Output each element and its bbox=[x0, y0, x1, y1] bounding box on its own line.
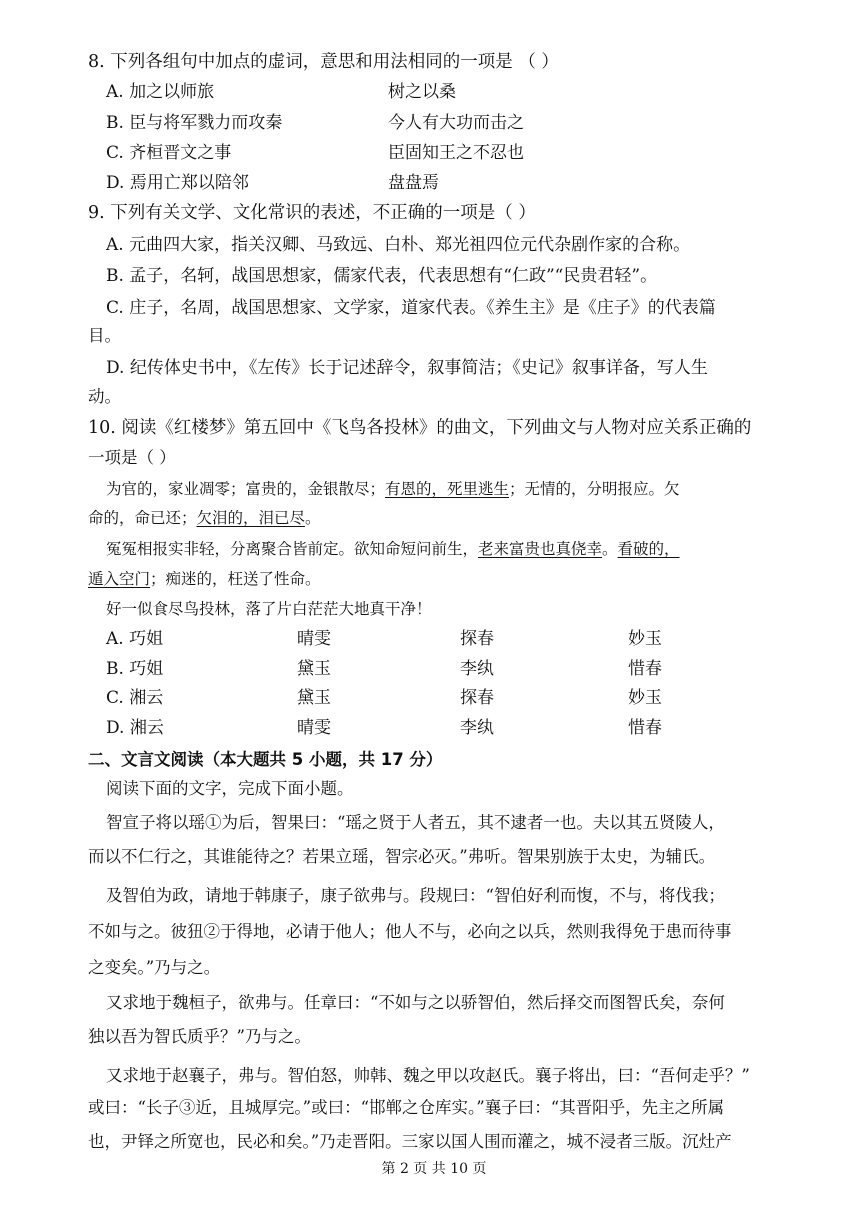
q10-choice-b-2: 黛玉 bbox=[297, 659, 331, 679]
q10-choice-c-1: C. 湘云 bbox=[106, 688, 164, 708]
poem-text: 命的，命已还； bbox=[88, 509, 197, 527]
q8-option-c-right: 臣固知王之不忍也 bbox=[388, 143, 524, 163]
q9-option-c: C. 庄子，名周，战国思想家、文学家，道家代表。《养生主》是《庄子》的代表篇 bbox=[106, 298, 716, 318]
poem-text: 。 bbox=[602, 540, 618, 558]
q10-choice-b-1: B. 巧姐 bbox=[106, 659, 164, 679]
page-footer: 第 2 页 共 10 页 bbox=[381, 1161, 487, 1177]
passage-line-7: 独以吾为智氏质乎？”乃与之。 bbox=[88, 1027, 311, 1046]
q10-choice-c-2: 黛玉 bbox=[297, 688, 331, 708]
section-2-title: 二、文言文阅读（本大题共 5 小题，共 17 分） bbox=[88, 750, 443, 769]
passage-line-1: 智宣子将以瑶①为后，智果曰：“瑶之贤于人者五，其不逮者一也。夫以其五贤陵人， bbox=[106, 813, 725, 832]
passage-line-2: 而以不仁行之，其谁能待之？若果立瑶，智宗必灭。”弗听。智果别族于太史，为辅氏。 bbox=[88, 847, 716, 866]
passage-line-10: 也，尹铎之所宽也，民必和矣。”乃走晋阳。三家以国人围而灌之，城不浸者三版。沉灶产 bbox=[88, 1132, 732, 1151]
q10-choice-b-3: 李纨 bbox=[460, 659, 494, 679]
q10-choice-d-2: 晴雯 bbox=[297, 718, 331, 738]
passage-line-6: 又求地于魏桓子，欲弗与。任章曰：“不如与之以骄智伯，然后择交而图智氏矣，奈何 bbox=[106, 993, 725, 1012]
poem-text: ；无情的，分明报应。欠 bbox=[509, 480, 680, 498]
passage-line-5: 之变矣。”乃与之。 bbox=[88, 958, 221, 977]
q9-option-c-cont: 目。 bbox=[88, 326, 121, 345]
q8-option-b-right: 今人有大功而击之 bbox=[388, 113, 524, 133]
poem-underlined: 有恩的，死里逃生 bbox=[385, 480, 510, 498]
q10-choice-a-4: 妙玉 bbox=[628, 629, 662, 649]
q9-option-b: B. 孟子，名轲，战国思想家，儒家代表，代表思想有“仁政”“民贵君轻”。 bbox=[106, 266, 658, 286]
poem-text: ；痴迷的，枉送了性命。 bbox=[150, 570, 321, 588]
q9-option-a: A. 元曲四大家，指关汉卿、马致远、白朴、郑光祖四位元代杂剧作家的合称。 bbox=[106, 235, 691, 255]
q10-choice-a-1: A. 巧姐 bbox=[106, 629, 164, 649]
q8-option-a-left: A. 加之以师旅 bbox=[106, 82, 215, 102]
poem-underlined: 遁入空门 bbox=[88, 570, 151, 588]
q8-option-c-left: C. 齐桓晋文之事 bbox=[106, 143, 232, 163]
passage-line-3: 及智伯为政，请地于韩康子，康子欲弗与。段规曰：“智伯好利而愎，不与，将伐我； bbox=[106, 886, 725, 905]
passage-line-8: 又求地于赵襄子，弗与。智伯怒，帅韩、魏之甲以攻赵氏。襄子将出，曰：“吾何走乎？” bbox=[106, 1066, 750, 1085]
passage-line-4: 不如与之。彼狃②于得地，必请于他人；他人不与，必向之以兵，然则我得免于患而待事 bbox=[88, 922, 732, 941]
poem-text: 为官的，家业凋零；富贵的，金银散尽； bbox=[106, 480, 386, 498]
q10-choice-d-1: D. 湘云 bbox=[106, 718, 164, 738]
question-10-stem-cont: 一项是（ ） bbox=[88, 448, 176, 467]
q10-choice-d-3: 李纨 bbox=[460, 718, 494, 738]
passage-line-9: 或曰：“长子③近，且城厚完。”或曰：“邯郸之仓库实。”襄子曰：“其晋阳乎，先主之所属 bbox=[88, 1098, 725, 1117]
question-9-stem: 9. 下列有关文学、文化常识的表述，不正确的一项是（ ） bbox=[88, 203, 536, 223]
poem-line-2 bbox=[88, 506, 321, 530]
q10-choice-c-3: 探春 bbox=[460, 688, 494, 708]
q10-choice-d-4: 惜春 bbox=[628, 718, 662, 738]
q9-option-d-cont: 动。 bbox=[88, 387, 121, 406]
poem-line-4 bbox=[88, 567, 321, 591]
question-10-stem: 10. 阅读《红楼梦》第五回中《飞鸟各投林》的曲文，下列曲文与人物对应关系正确的 bbox=[88, 418, 752, 438]
poem-text: 。 bbox=[305, 509, 321, 527]
q8-option-d-left: D. 焉用亡郑以陪邻 bbox=[106, 173, 249, 193]
q10-choice-c-4: 妙玉 bbox=[628, 688, 662, 708]
poem-line-3 bbox=[106, 537, 680, 561]
poem-underlined: 看破的， bbox=[617, 540, 680, 558]
poem-line-5: 好一似食尽鸟投林，落了片白茫茫大地真干净！ bbox=[106, 600, 432, 618]
q10-choice-b-4: 惜春 bbox=[628, 659, 662, 679]
poem-text: 冤冤相报实非轻，分离聚合皆前定。欲知命短问前生， bbox=[106, 540, 479, 558]
q8-option-d-right: 盘盘焉 bbox=[388, 173, 439, 193]
question-8-stem: 8. 下列各组句中加点的虚词，意思和用法相同的一项是 （ ） bbox=[88, 52, 559, 72]
poem-underlined: 老来富贵也真侥幸 bbox=[478, 540, 603, 558]
poem-line-1 bbox=[106, 477, 680, 501]
q8-option-b-left: B. 臣与将军戮力而攻秦 bbox=[106, 113, 283, 133]
q10-choice-a-2: 晴雯 bbox=[297, 629, 331, 649]
q10-choice-a-3: 探春 bbox=[460, 629, 494, 649]
section-2-intro: 阅读下面的文字，完成下面小题。 bbox=[106, 779, 354, 798]
q9-option-d: D. 纪传体史书中，《左传》长于记述辞令，叙事简洁；《史记》叙事详备，写人生 bbox=[106, 358, 708, 378]
q8-option-a-right: 树之以桑 bbox=[388, 82, 456, 102]
poem-underlined: 欠泪的，泪已尽 bbox=[196, 509, 306, 527]
